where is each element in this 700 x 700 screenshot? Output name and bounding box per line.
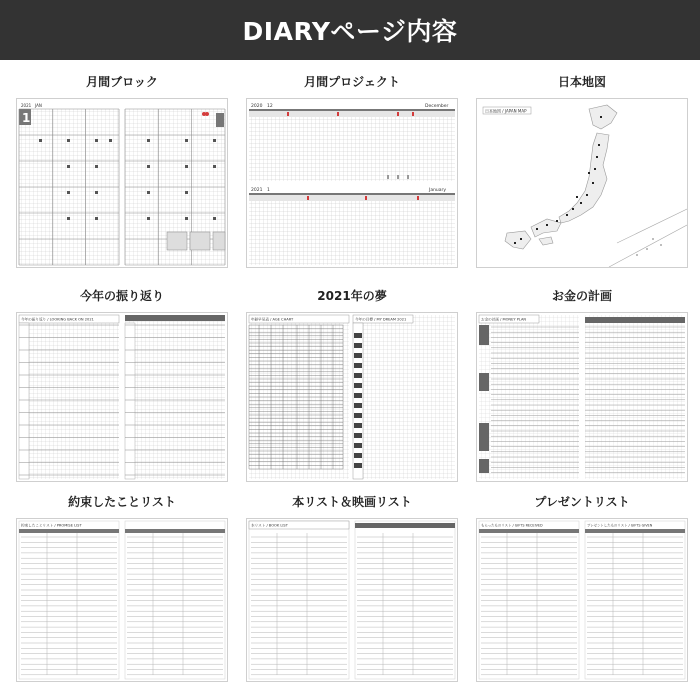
item-japan-map[interactable] (476, 72, 688, 114)
svg-text:もらったものリスト / GIFTS RECEIVED: もらったものリスト / GIFTS RECEIVED (481, 523, 543, 528)
svg-text:JAN: JAN (35, 103, 42, 108)
header-banner (0, 0, 700, 60)
item-label: 2021年の夢 (317, 289, 387, 303)
year-review-thumbnail (16, 312, 228, 482)
dream-2021-thumbnail (246, 312, 458, 482)
gift-list-thumbnail (476, 518, 688, 682)
promise-list-thumbnail (16, 518, 228, 682)
svg-text:January: January (429, 188, 447, 193)
svg-text:2021: 2021 (251, 188, 263, 193)
svg-text:約束したことリスト / PROMISE LIST: 約束したことリスト / PROMISE LIST (21, 523, 82, 528)
book-movie-list-thumbnail (246, 518, 458, 682)
svg-text:本リスト / BOOK LIST: 本リスト / BOOK LIST (251, 523, 288, 528)
svg-text:年齢早見表 / AGE CHART: 年齢早見表 / AGE CHART (251, 317, 294, 322)
japan-map-preview (477, 99, 687, 267)
item-label: 月間プロジェクト (304, 75, 400, 89)
item-label: 今年の振り返り (79, 289, 164, 303)
monthly-block-preview (17, 99, 227, 267)
money-plan-preview (477, 313, 687, 481)
monthly-project-thumbnail (246, 98, 458, 268)
item-gift-list[interactable] (476, 492, 688, 528)
item-label: プレゼントリスト (534, 495, 630, 509)
svg-text:今年の振り返り / LOOKING BACK ON 2021: 今年の振り返り / LOOKING BACK ON 2021 (21, 317, 94, 322)
promise-list-preview (17, 519, 227, 681)
svg-text:1: 1 (267, 188, 270, 193)
svg-text:1: 1 (22, 111, 31, 125)
svg-text:2021: 2021 (21, 103, 32, 108)
svg-text:December: December (425, 104, 449, 109)
svg-text:12: 12 (267, 104, 273, 109)
dream-2021-preview (247, 313, 457, 481)
svg-text:2020: 2020 (251, 104, 263, 109)
svg-text:お金の計画 / MONEY PLAN: お金の計画 / MONEY PLAN (481, 317, 527, 322)
gift-list-preview (477, 519, 687, 681)
item-money-plan[interactable] (476, 286, 688, 322)
item-monthly-block[interactable] (16, 72, 228, 125)
item-label: 約束したことリスト (68, 495, 176, 509)
page-title: DIARYページ内容 (242, 17, 458, 46)
item-label: 月間ブロック (86, 75, 158, 89)
monthly-project-preview (247, 99, 457, 267)
year-review-preview (17, 313, 227, 481)
money-plan-thumbnail (476, 312, 688, 482)
item-promise-list[interactable] (16, 492, 228, 528)
monthly-block-thumbnail (16, 98, 228, 268)
item-book-movie-list[interactable] (246, 492, 458, 528)
item-label: お金の計画 (551, 289, 612, 303)
item-year-review[interactable] (16, 286, 228, 322)
svg-text:プレゼントしたものリスト / GIFTS GIVEN: プレゼントしたものリスト / GIFTS GIVEN (587, 523, 653, 528)
item-monthly-project[interactable] (246, 72, 458, 193)
item-label: 本リスト＆映画リスト (292, 495, 412, 509)
book-movie-list-preview (247, 519, 457, 681)
japan-map-thumbnail (476, 98, 688, 268)
item-label: 日本地図 (557, 75, 606, 89)
item-dream-2021[interactable] (246, 286, 458, 322)
svg-text:日本地図 / JAPAN MAP: 日本地図 / JAPAN MAP (485, 108, 527, 114)
svg-text:今年の目標 / MY DREAM 2021: 今年の目標 / MY DREAM 2021 (355, 317, 407, 322)
